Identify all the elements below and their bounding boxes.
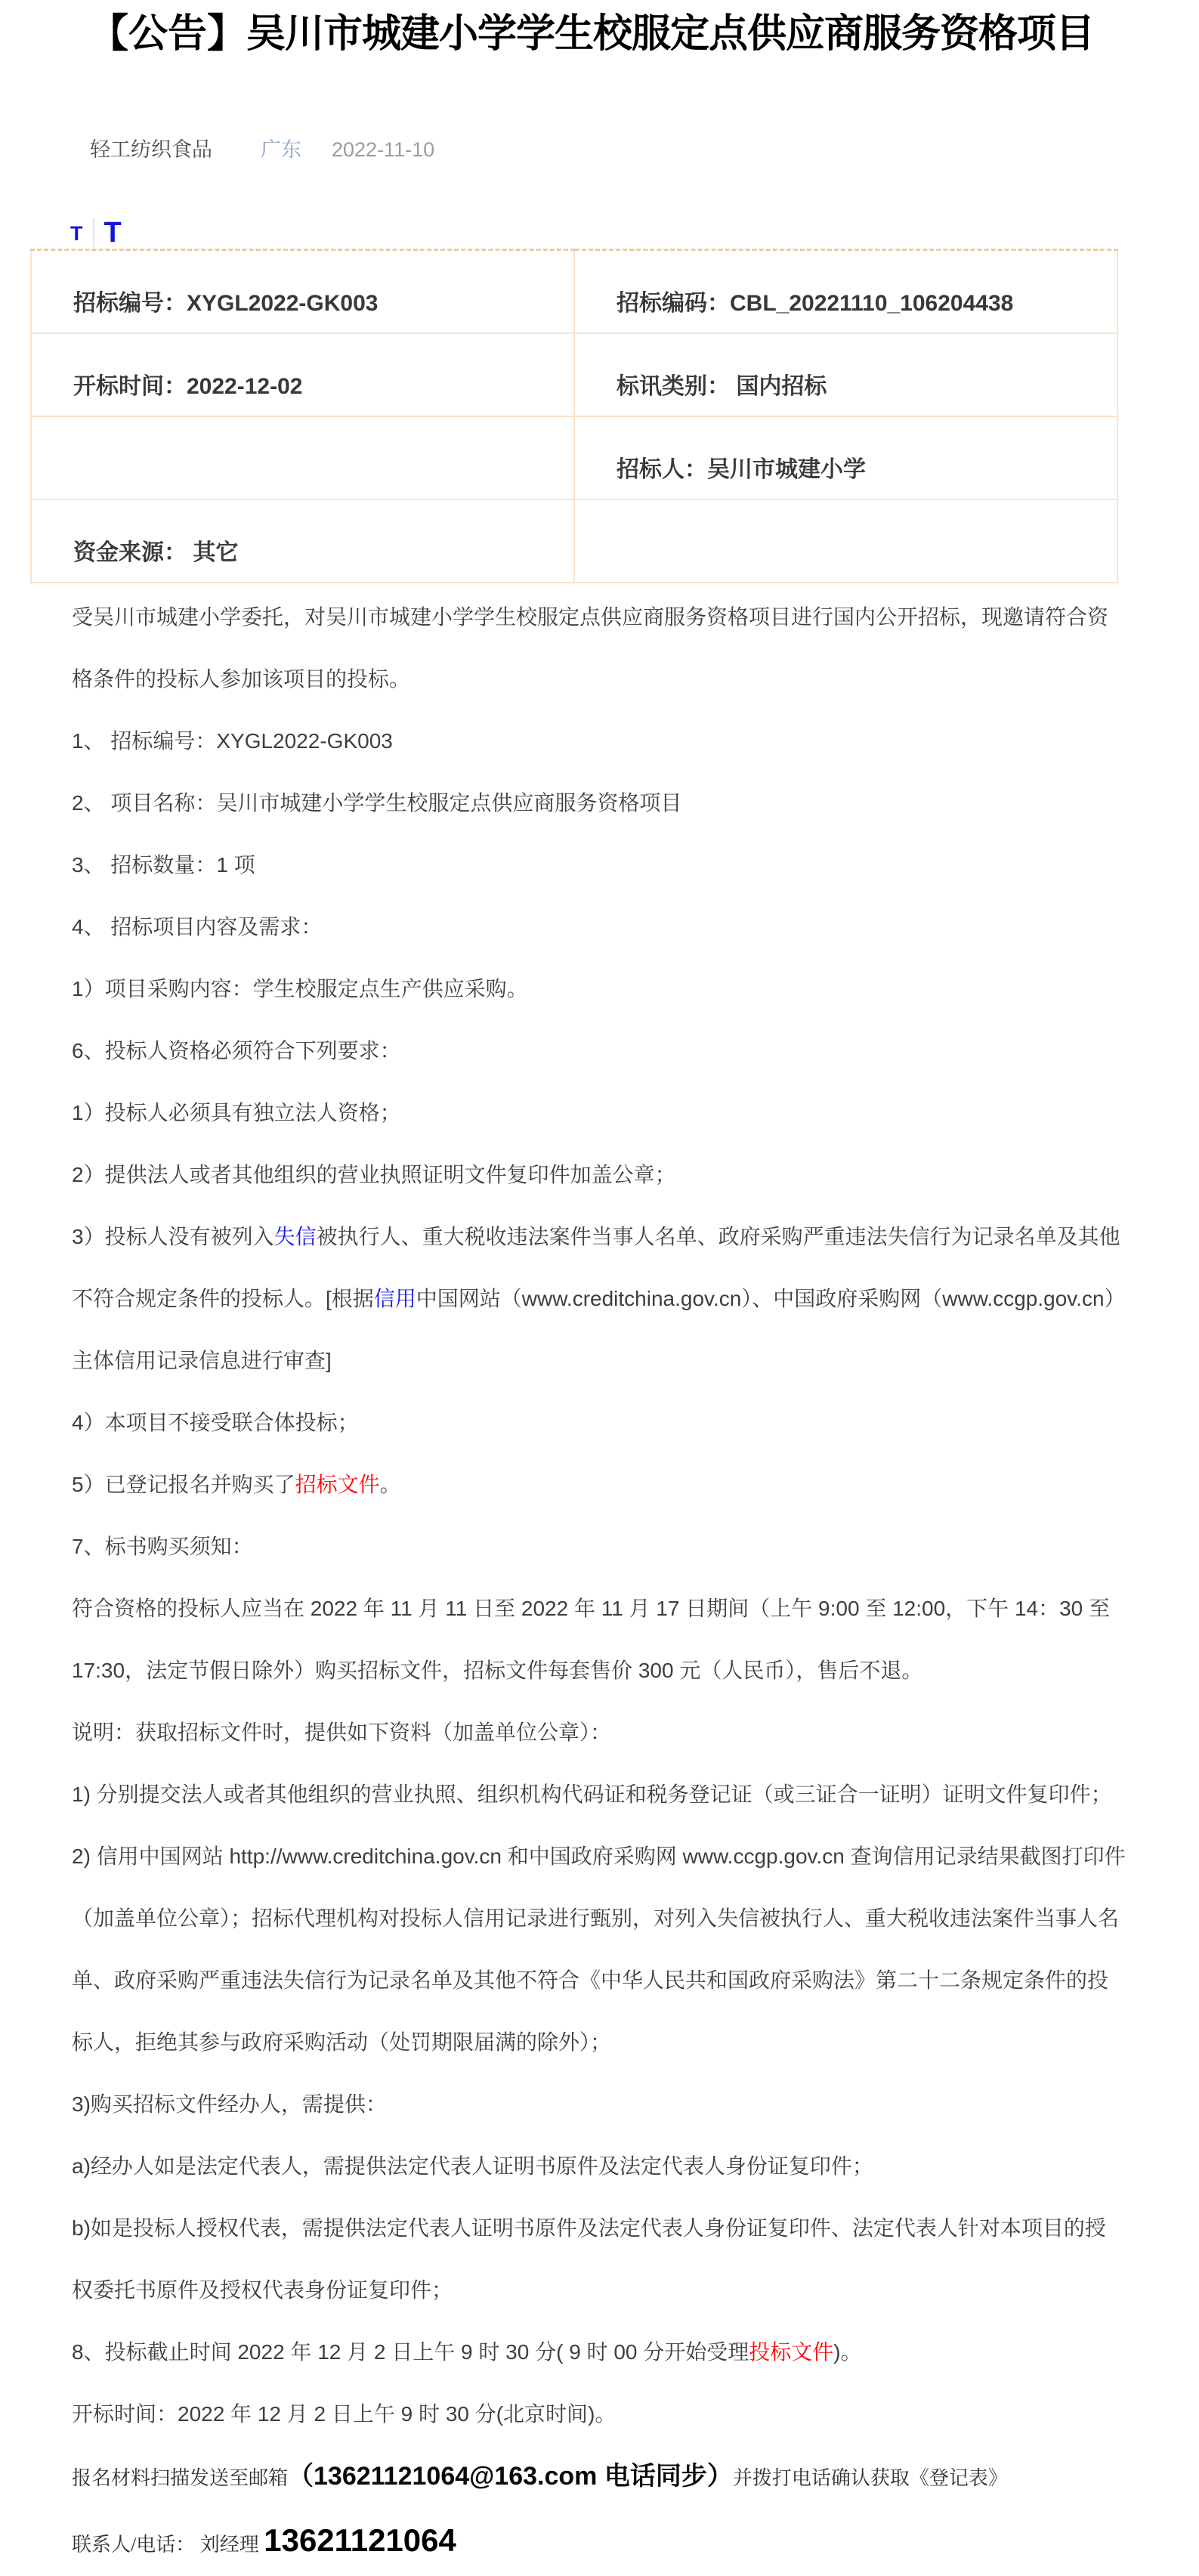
info-table-row [31, 416, 1117, 499]
notice-paragraph [72, 2197, 1126, 2321]
text-segment: 开标时间：2022 年 12 月 2 日上午 9 时 30 分(北京时间)。 [72, 2402, 616, 2426]
registration-email-bold: （13621121064@163.com 电话同步） [288, 2462, 733, 2491]
info-table-cell [31, 416, 574, 499]
text-segment: 1、 招标编号：XYGL2022-GK003 [72, 729, 393, 753]
notice-paragraph [72, 2383, 1126, 2445]
info-table-cell [574, 250, 1117, 334]
tender-info-table [30, 249, 1118, 583]
bid-document-red-text: 投标文件 [749, 2340, 834, 2364]
text-segment: )。 [833, 2340, 862, 2364]
text-segment: 4）本项目不接受联合体投标； [72, 1411, 359, 1435]
field-label: 招标编号： [73, 291, 187, 317]
text-segment: 报名材料扫描发送至邮箱 [72, 2467, 289, 2490]
info-table-cell [574, 333, 1117, 416]
field-label: 开标时间： [73, 374, 187, 400]
text-segment: 2）提供法人或者其他组织的营业执照证明文件复印件加盖公章； [72, 1163, 676, 1187]
meta-line [90, 137, 1199, 162]
credit-china-link[interactable]: 信用 [373, 1287, 416, 1311]
notice-paragraph [72, 1454, 1126, 1516]
notice-paragraph [72, 1206, 1126, 1392]
font-controls-divider [93, 218, 94, 247]
text-segment: 5）已登记报名并购买了 [72, 1473, 295, 1497]
page-title [0, 0, 1199, 58]
page-title-prefix: 【公告】 [89, 13, 247, 56]
info-table-cell [574, 499, 1117, 583]
text-segment: 1）投标人必须具有独立法人资格； [72, 1101, 401, 1125]
field-value: 2022-12-02 [187, 374, 303, 400]
info-table-row [31, 333, 1117, 416]
registration-email-paragraph [72, 2445, 1126, 2510]
text-segment: 7、标书购买须知： [72, 1535, 253, 1559]
text-segment: 并拨打电话确认获取《登记表》 [732, 2467, 1008, 2490]
dishonest-executee-link[interactable]: 失信 [273, 1225, 317, 1249]
notice-paragraph [72, 1144, 1126, 1206]
notice-paragraph [72, 1020, 1126, 1082]
notice-paragraph [72, 1764, 1126, 1826]
notice-paragraph [72, 1578, 1126, 1702]
text-segment: 符合资格的投标人应当在 2022 年 11 月 11 日至 2022 年 11 月 17 日期间（上午 9:00 至 12:00，下午 14：30 至 17:30，法定节假日除外）购买招标文件，招标文件每套售价 300 元（人民币），售后不退。 [72, 1597, 1111, 1683]
tender-document-red-text: 招标文件 [295, 1473, 380, 1497]
notice-paragraph [72, 1826, 1126, 2073]
info-table-cell [574, 416, 1117, 499]
notice-paragraph [72, 2135, 1126, 2197]
notice-paragraph [72, 710, 1126, 772]
text-segment: 1) 分别提交法人或者其他组织的营业执照、组织机构代码证和税务登记证（或三证合一证明）证明文件复印件； [72, 1783, 1112, 1807]
text-segment: a)经办人如是法定代表人，需提供法定代表人证明书原件及法定代表人身份证复印件； [72, 2154, 873, 2179]
notice-paragraph [72, 1516, 1126, 1578]
text-segment: 被执行人、重大税收违法案件当事人名单、政府采购严重违法失信行为记录名单及其他不符合规定条件的投标人。[根据 [72, 1225, 1120, 1311]
info-table-body [31, 250, 1117, 583]
font-size-controls [70, 211, 1199, 247]
category-label: 轻工纺织食品 [90, 138, 212, 162]
text-segment: 3、 招标数量：1 项 [72, 853, 255, 877]
field-label: 招标编码： [616, 291, 730, 317]
publish-date-label: 2022-11-10 [332, 138, 435, 162]
notice-paragraph [72, 958, 1126, 1020]
text-segment: b)如是投标人授权代表，需提供法定代表人证明书原件及法定代表人身份证复印件、法定代表人针对本项目的授权委托书原件及授权代表身份证复印件； [72, 2216, 1106, 2302]
text-segment: 1）项目采购内容：学生校服定点生产供应采购。 [72, 977, 528, 1001]
notice-paragraph [72, 2321, 1126, 2383]
notice-paragraph [72, 896, 1126, 958]
notice-body [72, 586, 1126, 2576]
info-table-cell [31, 333, 574, 416]
region-label: 广东 [261, 138, 301, 162]
text-segment: 6、投标人资格必须符合下列要求： [72, 1039, 401, 1063]
text-segment: 。 [379, 1473, 401, 1497]
notice-paragraph [72, 1082, 1126, 1144]
text-segment: 受吴川市城建小学委托，对吴川市城建小学学生校服定点供应商服务资格项目进行国内公开招标，现邀请符合资格条件的投标人参加该项目的投标。 [72, 605, 1109, 691]
contact-person-label: 联系人/电话： 刘经理 [72, 2534, 264, 2556]
font-size-large-button[interactable]: T [104, 217, 122, 249]
field-label: 招标人： [616, 457, 707, 483]
field-value: 其它 [187, 540, 239, 566]
notice-paragraph [72, 834, 1126, 896]
text-segment: 3）投标人没有被列入 [72, 1225, 274, 1249]
info-table-row [31, 499, 1117, 583]
text-segment: 说明：获取招标文件时，提供如下资料（加盖单位公章）： [72, 1721, 612, 1745]
text-segment: 4、 招标项目内容及需求： [72, 915, 323, 939]
notice-paragraph [72, 772, 1126, 834]
contact-phone-number: 13621121064 [264, 2522, 456, 2559]
field-value: 国内招标 [730, 374, 827, 400]
text-segment: 3)购买招标文件经办人，需提供： [72, 2092, 387, 2117]
contact-paragraph [72, 2510, 1126, 2576]
text-segment: 2、 项目名称：吴川市城建小学学生校服定点供应商服务资格项目 [72, 791, 682, 815]
notice-paragraph [72, 2073, 1126, 2135]
field-label: 标讯类别： [616, 374, 730, 400]
notice-paragraph [72, 586, 1126, 710]
info-table-cell [31, 499, 574, 583]
notice-paragraph [72, 1392, 1126, 1454]
field-label: 资金来源： [73, 540, 187, 566]
notice-paragraph [72, 1702, 1126, 1764]
text-segment: 中国网站（www.creditchina.gov.cn）、中国政府采购网（www.ccgp.gov.cn）主体信用记录信息进行审查] [72, 1287, 1126, 1373]
info-table-row [31, 250, 1117, 334]
field-value: CBL_20221110_106204438 [730, 291, 1014, 317]
field-value: 吴川市城建小学 [707, 457, 866, 483]
font-size-small-button[interactable]: T [70, 222, 83, 246]
info-table-cell [31, 250, 574, 334]
page-title-text: 吴川市城建小学学生校服定点供应商服务资格项目 [246, 12, 1095, 56]
field-value: XYGL2022-GK003 [187, 291, 379, 317]
text-segment: 2) 信用中国网站 http://www.creditchina.gov.cn 和中国政府采购网 www.ccgp.gov.cn 查询信用记录结果截图打印件（加盖单位公章）；招标代理机构对投标人信用记录进行甄别，对列入失信被执行人、重大税收违法案件当事人名单、政府采购严重违法失信行为记录名单及其他不符合《中华人民共和国政府采购法》第二十二条规定条件的投标人，拒绝其参与政府采购活动（处罚期限届满的除外）； [72, 1845, 1126, 2055]
text-segment: 8、投标截止时间 2022 年 12 月 2 日上午 9 时 30 分( 9 时 00 分开始受理 [72, 2340, 749, 2364]
